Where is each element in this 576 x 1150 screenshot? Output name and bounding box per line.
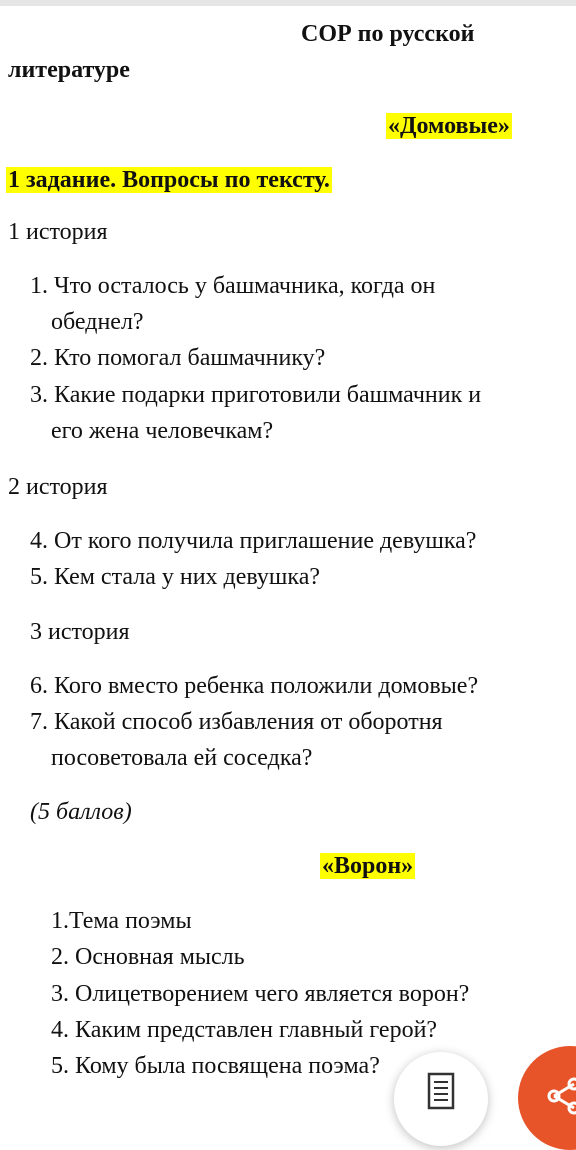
raven-item-5: 5. Кому была посвящена поэма? (51, 1053, 380, 1079)
story1-label: 1 история (8, 219, 108, 245)
story3-label: 3 история (30, 619, 130, 645)
raven-item-3: 3. Олицетворением чего является ворон? (51, 981, 470, 1007)
doc-title-line1: СОР по русской (301, 21, 475, 47)
question-1-cont: обеднел? (51, 309, 144, 335)
document-button[interactable] (394, 1052, 488, 1146)
question-5: 5. Кем стала у них девушка? (30, 564, 321, 590)
question-3-cont: его жена человечкам? (51, 418, 274, 444)
document-icon (427, 1072, 455, 1110)
section-title-voron: «Ворон» (322, 853, 414, 879)
question-6: 6. Кого вместо ребенка положили домовые? (30, 673, 479, 699)
share-icon (546, 1076, 576, 1116)
doc-title-line2: литературе (8, 57, 130, 83)
task-heading: 1 задание. Вопросы по тексту. (8, 167, 330, 193)
points-note: (5 баллов) (30, 799, 132, 825)
raven-item-1: 1.Тема поэмы (51, 908, 192, 934)
question-3: 3. Какие подарки приготовили башмачник и (30, 382, 482, 408)
section-title-domovye: «Домовые» (388, 113, 510, 139)
raven-item-2: 2. Основная мысль (51, 944, 245, 970)
question-7: 7. Какой способ избавления от оборотня (30, 709, 443, 735)
top-divider (0, 0, 576, 6)
share-button[interactable] (518, 1046, 576, 1150)
question-1: 1. Что осталось у башмачника, когда он (30, 273, 436, 299)
story2-label: 2 история (8, 474, 108, 500)
question-2: 2. Кто помогал башмачнику? (30, 345, 326, 371)
raven-item-4: 4. Каким представлен главный герой? (51, 1017, 438, 1043)
question-7-cont: посоветовала ей соседка? (51, 745, 313, 771)
question-4: 4. От кого получила приглашение девушка? (30, 528, 477, 554)
